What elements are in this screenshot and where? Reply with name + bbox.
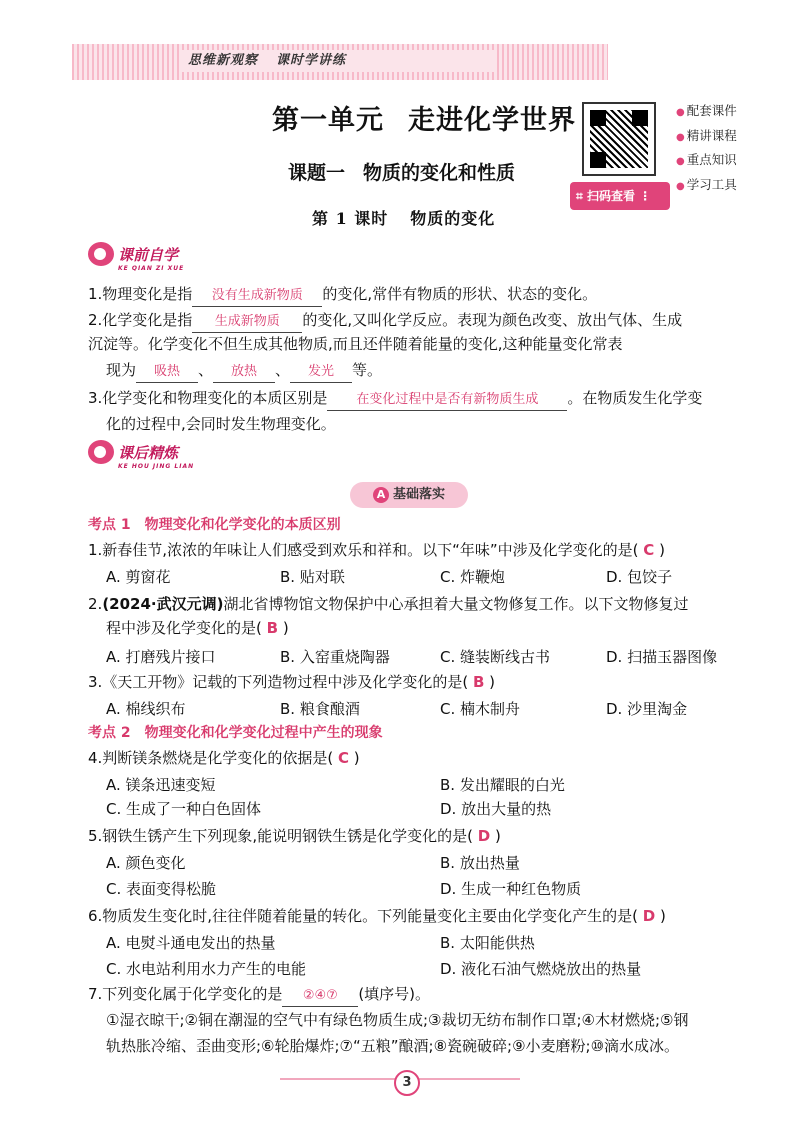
text: 湖北省博物馆文物保护中心承担着大量文物修复工作。以下文物修复过: [223, 595, 689, 613]
text: (填序号)。: [358, 985, 431, 1003]
option: D. 液化石油气燃烧放出的热量: [440, 960, 642, 978]
question-5: [88, 826, 501, 846]
option: A. 打磨残片接口: [106, 648, 216, 666]
option: B. 放出热量: [440, 854, 520, 872]
unit-title: [272, 98, 600, 137]
answer-blank: 吸热: [136, 362, 198, 383]
text: 2.化学变化是指: [88, 311, 193, 329]
text: 3.《天工开物》记载的下列造物过程中涉及化学变化的是(: [88, 673, 469, 691]
header-label: [180, 50, 496, 72]
text: ): [659, 907, 666, 925]
option: D. 放出大量的热: [440, 800, 552, 818]
qr-feature: ● 学习工具: [676, 174, 737, 199]
pre-q1: [88, 284, 597, 307]
period-number: 第 1 课时: [312, 209, 389, 228]
option: B. 太阳能供热: [440, 934, 535, 952]
option: C. 缝装断线古书: [440, 648, 551, 666]
text: 1.新春佳节,浓浓的年味让人们感受到欢乐和祥和。以下“年味”中涉及化学变化的是(: [88, 541, 639, 559]
unit-name: 走进化学世界: [408, 105, 576, 136]
page-number: 3: [394, 1070, 420, 1096]
text: 3.化学变化和物理变化的本质区别是: [88, 389, 328, 407]
answer: C: [337, 749, 349, 767]
answer-blank: 发光: [290, 362, 352, 383]
option: A. 镁条迅速变短: [106, 776, 216, 794]
answer-blank: ②④⑦: [282, 986, 358, 1007]
option: A. 颜色变化: [106, 854, 186, 872]
pre-q2: [88, 310, 682, 333]
question-4: [88, 748, 360, 768]
option: B. 发出耀眼的白光: [440, 776, 565, 794]
text: ): [353, 749, 360, 767]
mascot-icon: [88, 440, 114, 464]
lesson-name: 物质的变化和性质: [363, 162, 516, 184]
option: C. 楠木制舟: [440, 700, 521, 718]
text: ): [494, 827, 501, 845]
text: 的变化,常伴有物质的形状、状态的变化。: [322, 285, 598, 303]
qr-feature: ● 精讲课程: [676, 125, 737, 150]
text: 的变化,又叫化学反应。表现为颜色改变、放出气体、生成: [302, 311, 683, 329]
option: C. 水电站利用水力产生的电能: [106, 960, 307, 978]
text: 2.: [88, 595, 103, 613]
question-7: [88, 984, 430, 1007]
option: A. 棉线织布: [106, 700, 186, 718]
text: 化的过程中,会同时发生物理变化。: [106, 415, 336, 433]
mascot-icon: [88, 242, 114, 266]
text: 、: [198, 361, 214, 379]
answer: C: [643, 541, 655, 559]
basic-badge: [350, 482, 468, 508]
text: 1.物理变化是指: [88, 285, 193, 303]
answer-blank: 生成新物质: [192, 312, 302, 333]
pre-q3-cont: [106, 414, 336, 434]
text: ): [659, 541, 665, 559]
lesson-title: [288, 158, 533, 185]
section-sub: KE HOU JING LIAN: [118, 463, 195, 470]
option: C. 炸鞭炮: [440, 568, 506, 586]
option: B. 粮食酿酒: [280, 700, 360, 718]
qr-feature-list: [676, 100, 737, 198]
text: 等。: [352, 361, 383, 379]
question-1: [88, 540, 665, 560]
section-pre-study: [88, 242, 188, 270]
pre-q2-cont: [88, 334, 623, 354]
section-post-practice: [88, 440, 194, 468]
pre-q2-end: [106, 360, 382, 383]
text: ): [282, 619, 289, 637]
option: D. 生成一种红色物质: [440, 880, 582, 898]
lesson-number: 课题一: [288, 162, 346, 184]
answer-blank: 在变化过程中是否有新物质生成: [327, 390, 567, 411]
answer: D: [642, 907, 656, 925]
qr-feature: ● 重点知识: [676, 149, 737, 174]
text: 程中涉及化学变化的是(: [106, 619, 262, 637]
text: 、: [275, 361, 291, 379]
question-2-cont: [106, 618, 289, 638]
section-label: 课前自学: [118, 246, 179, 264]
text: 7.下列变化属于化学变化的是: [88, 985, 283, 1003]
series-name: 思维新观察: [188, 53, 259, 68]
text: 沉淀等。化学变化不但生成其他物质,而且还伴随着能量的变化,这种能量变化常表: [88, 335, 623, 353]
question-2: [88, 594, 689, 614]
option: A. 电熨斗通电发出的热量: [106, 934, 276, 952]
series-subtitle: 课时学讲练: [276, 53, 347, 68]
text: 现为: [106, 361, 137, 379]
section-label: 课后精炼: [118, 444, 179, 462]
qr-feature: ● 配套课件: [676, 100, 737, 125]
unit-number: 第一单元: [272, 105, 384, 136]
badge-a-icon: A: [373, 487, 389, 503]
source-tag: (2024·武汉元调): [102, 595, 224, 613]
answer: B: [266, 619, 279, 637]
text: ): [489, 673, 496, 691]
option: B. 贴对联: [280, 568, 345, 586]
badge-label: 基础落实: [392, 487, 445, 502]
option: D. 沙里淘金: [606, 700, 688, 718]
option: B. 入窑重烧陶器: [280, 648, 390, 666]
answer-blank: 没有生成新物质: [192, 286, 322, 307]
option: D. 扫描玉器图像: [606, 648, 718, 666]
answer: B: [472, 673, 485, 691]
key-point-1: 考点 1 物理变化和化学变化的本质区别: [88, 517, 341, 533]
option: C. 表面变得松脆: [106, 880, 217, 898]
answer: D: [477, 827, 491, 845]
scan-label: 扫码查看: [586, 189, 635, 203]
question-7-items: ①湿衣晾干;②铜在潮湿的空气中有绿色物质生成;③裁切无纺布制作口罩;④木材燃烧;⑤钢: [106, 1011, 689, 1029]
period-title: [312, 206, 517, 229]
section-sub: KE QIAN ZI XUE: [118, 265, 185, 272]
option: A. 剪窗花: [106, 568, 171, 586]
option: C. 生成了一种白色固体: [106, 800, 262, 818]
text: 4.判断镁条燃烧是化学变化的依据是(: [88, 749, 334, 767]
option: D. 包饺子: [606, 568, 673, 586]
question-6: [88, 906, 666, 926]
scan-button[interactable]: ⌗ 扫码查看 ⋮: [570, 182, 670, 210]
qr-code-icon[interactable]: [582, 102, 656, 176]
question-3: [88, 672, 495, 692]
answer-blank: 放热: [213, 362, 275, 383]
text: 。在物质发生化学变: [567, 389, 703, 407]
question-7-items-cont: 轨热胀冷缩、歪曲变形;⑥轮胎爆炸;⑦“五粮”酿酒;⑧瓷碗破碎;⑨小麦磨粉;⑩滴水成冰。: [106, 1037, 680, 1055]
text: 5.钢铁生锈产生下列现象,能说明钢铁生锈是化学变化的是(: [88, 827, 473, 845]
text: 6.物质发生变化时,往往伴随着能量的转化。下列能量变化主要由化学变化产生的是(: [88, 907, 638, 925]
pre-q3: [88, 388, 702, 411]
period-name: 物质的变化: [410, 209, 496, 228]
key-point-2: 考点 2 物理变化和化学变化过程中产生的现象: [88, 725, 383, 741]
